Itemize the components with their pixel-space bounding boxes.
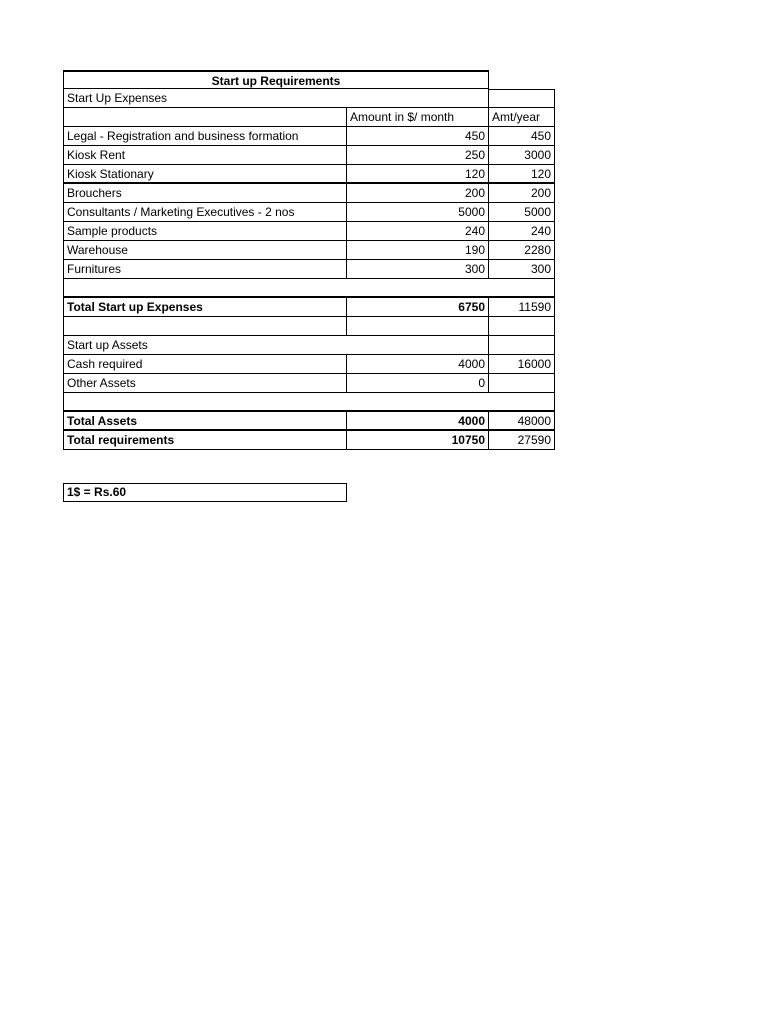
table-row — [63, 241, 555, 260]
empty-cell — [347, 317, 489, 336]
expenses-section-label: Start Up Expenses — [63, 89, 489, 108]
empty-cell — [489, 89, 555, 108]
year-value: 16000 — [489, 355, 555, 374]
row-label: Cash required — [63, 355, 347, 374]
empty-cell — [63, 317, 347, 336]
row-label: Legal - Registration and business formation — [63, 127, 347, 146]
year-value: 48000 — [489, 412, 555, 431]
table-row — [63, 355, 555, 374]
month-value: 6750 — [347, 298, 489, 317]
row-label: Brouchers — [63, 184, 347, 203]
blank-row — [63, 317, 555, 336]
table-row — [63, 184, 555, 203]
month-column-header: Amount in $/ month — [347, 108, 489, 127]
assets-header-row — [63, 336, 555, 355]
row-label: Other Assets — [63, 374, 347, 393]
empty-cell — [63, 393, 555, 412]
year-value: 5000 — [489, 203, 555, 222]
title-row — [63, 70, 555, 89]
row-label: Kiosk Stationary — [63, 165, 347, 184]
empty-cell — [489, 317, 555, 336]
year-value: 11590 — [489, 298, 555, 317]
row-label: Sample products — [63, 222, 347, 241]
month-value: 4000 — [347, 355, 489, 374]
month-value: 10750 — [347, 431, 489, 450]
empty-cell — [63, 108, 347, 127]
assets-section-label: Start up Assets — [63, 336, 489, 355]
row-label: Consultants / Marketing Executives - 2 nos — [63, 203, 347, 222]
row-label: Kiosk Rent — [63, 146, 347, 165]
month-value: 300 — [347, 260, 489, 279]
total-requirements-row — [63, 431, 555, 450]
table-row — [63, 203, 555, 222]
year-value: 240 — [489, 222, 555, 241]
row-label: Furnitures — [63, 260, 347, 279]
table-title: Start up Requirements — [63, 70, 489, 89]
table-row — [63, 374, 555, 393]
year-column-header: Amt/year — [489, 108, 555, 127]
month-value: 5000 — [347, 203, 489, 222]
month-value: 250 — [347, 146, 489, 165]
month-value: 4000 — [347, 412, 489, 431]
blank-row — [63, 393, 555, 412]
month-value: 0 — [347, 374, 489, 393]
month-value: 450 — [347, 127, 489, 146]
exchange-rate-note: 1$ = Rs.60 — [63, 483, 347, 502]
year-value: 300 — [489, 260, 555, 279]
month-value: 200 — [347, 184, 489, 203]
table-row — [63, 165, 555, 184]
year-value — [489, 374, 555, 393]
table-row — [63, 222, 555, 241]
year-value: 27590 — [489, 431, 555, 450]
month-value: 120 — [347, 165, 489, 184]
column-header-row — [63, 108, 555, 127]
row-label: Total requirements — [63, 431, 347, 450]
row-label: Warehouse — [63, 241, 347, 260]
row-label: Total Start up Expenses — [63, 298, 347, 317]
table-row — [63, 260, 555, 279]
total-assets-row — [63, 412, 555, 431]
empty-cell — [489, 336, 555, 355]
blank-row — [63, 279, 555, 298]
expenses-header-row — [63, 89, 555, 108]
month-value: 240 — [347, 222, 489, 241]
year-value: 120 — [489, 165, 555, 184]
total-expenses-row — [63, 298, 555, 317]
year-value: 200 — [489, 184, 555, 203]
table-row — [63, 146, 555, 165]
year-value: 3000 — [489, 146, 555, 165]
row-label: Total Assets — [63, 412, 347, 431]
year-value: 450 — [489, 127, 555, 146]
empty-cell — [63, 279, 555, 298]
month-value: 190 — [347, 241, 489, 260]
table-row — [63, 127, 555, 146]
year-value: 2280 — [489, 241, 555, 260]
